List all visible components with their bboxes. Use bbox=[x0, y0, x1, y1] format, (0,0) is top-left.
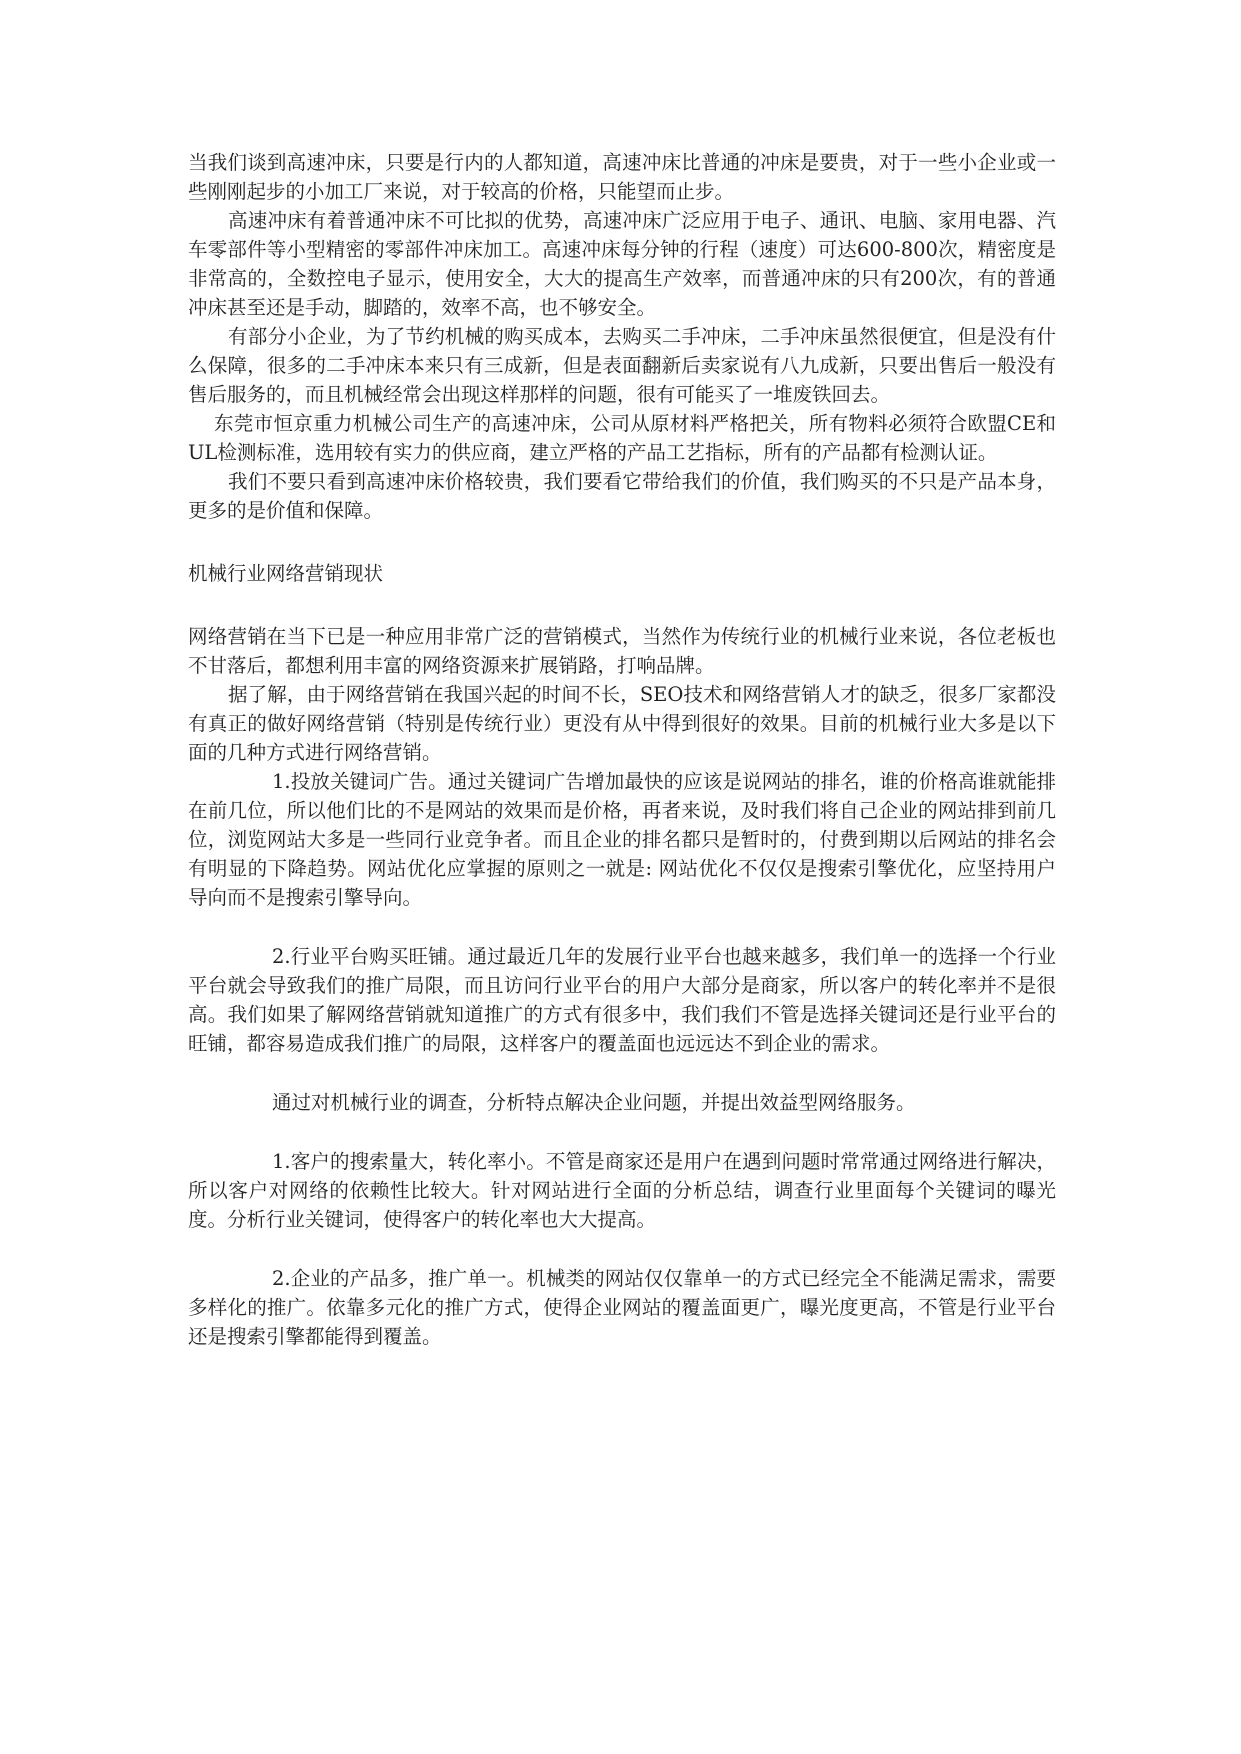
paragraph-marketing-overview: 网络营销在当下已是一种应用非常广泛的营销模式，当然作为传统行业的机械行业来说，各位老板也不甘落后，都想利用丰富的网络资源来扩展销路，打响品牌。 bbox=[188, 625, 1056, 677]
list-item-industry-platform: 2.行业平台购买旺铺。通过最近几年的发展行业平台也越来越多，我们单一的选择一个行业平台就会导致我们的推广局限，而且访问行业平台的用户大部分是商家，所以客户的转化率并不是很高。我们如果了解网络营销就知道推广的方式有很多中，我们我们不管是选择关键词还是行业平台的旺铺，都容易造成我们推广的局限，这样客户的覆盖面也远远达不到企业的需求。 bbox=[188, 945, 1056, 1055]
paragraph-value: 我们不要只看到高速冲床价格较贵，我们要看它带给我们的价值，我们购买的不只是产品本身，更多的是价值和保障。 bbox=[188, 470, 1056, 522]
document-page bbox=[188, 148, 1056, 1351]
paragraph-survey: 通过对机械行业的调查，分析特点解决企业问题，并提出效益型网络服务。 bbox=[272, 1091, 916, 1114]
list-item-products: 2.企业的产品多，推广单一。机械类的网站仅仅靠单一的方式已经完全不能满足需求，需要多样化的推广。依靠多元化的推广方式，使得企业网站的覆盖面更广，曝光度更高，不管是行业平台还是搜索引擎都能得到覆盖。 bbox=[188, 1267, 1056, 1348]
paragraph-second-hand: 有部分小企业，为了节约机械的购买成本，去购买二手冲床，二手冲床虽然很便宜，但是没有什么保障，很多的二手冲床本来只有三成新，但是表面翻新后卖家说有八九成新，只要出售后一般没有售后服务的，而且机械经常会出现这样那样的问题，很有可能买了一堆废铁回去。 bbox=[188, 325, 1056, 406]
paragraph-advantages: 高速冲床有着普通冲床不可比拟的优势，高速冲床广泛应用于电子、通讯、电脑、家用电器、汽车零部件等小型精密的零部件冲床加工。高速冲床每分钟的行程（速度）可达600-800次，精密度是非常高的，全数控电子显示，使用安全，大大的提高生产效率，而普通冲床的只有200次，有的普通冲床甚至还是手动，脚踏的，效率不高，也不够安全。 bbox=[188, 209, 1056, 319]
list-item-keyword-ads: 1.投放关键词广告。通过关键词广告增加最快的应该是说网站的排名，谁的价格高谁就能排在前几位，所以他们比的不是网站的效果而是价格，再者来说，及时我们将自己企业的网站排到前几位，浏览网站大多是一些同行业竞争者。而且企业的排名都只是暂时的，付费到期以后网站的排名会有明显的下降趋势。网站优化应掌握的原则之一就是: 网站优化不仅仅是搜索引擎优化，应坚持用户导向而不是搜索引擎导向。 bbox=[188, 770, 1056, 909]
list-item-search-volume: 1.客户的搜索量大，转化率小。不管是商家还是用户在遇到问题时常常通过网络进行解决，所以客户对网络的依赖性比较大。针对网站进行全面的分析总结，调查行业里面每个关键词的曝光度。分析行业关键词，使得客户的转化率也大大提高。 bbox=[188, 1150, 1056, 1231]
paragraph-intro: 当我们谈到高速冲床，只要是行内的人都知道，高速冲床比普通的冲床是要贵，对于一些小企业或一些刚刚起步的小加工厂来说，对于较高的价格，只能望而止步。 bbox=[188, 151, 1056, 203]
paragraph-company: 东莞市恒京重力机械公司生产的高速冲床，公司从原材料严格把关，所有物料必须符合欧盟CE和UL检测标准，选用较有实力的供应商，建立严格的产品工艺指标，所有的产品都有检测认证。 bbox=[188, 412, 1056, 464]
section-heading: 机械行业网络营销现状 bbox=[188, 562, 384, 585]
paragraph-marketing-status: 据了解，由于网络营销在我国兴起的时间不长，SEO技术和网络营销人才的缺乏，很多厂家都没有真正的做好网络营销（特别是传统行业）更没有从中得到很好的效果。目前的机械行业大多是以下面的几种方式进行网络营销。 bbox=[188, 683, 1056, 764]
